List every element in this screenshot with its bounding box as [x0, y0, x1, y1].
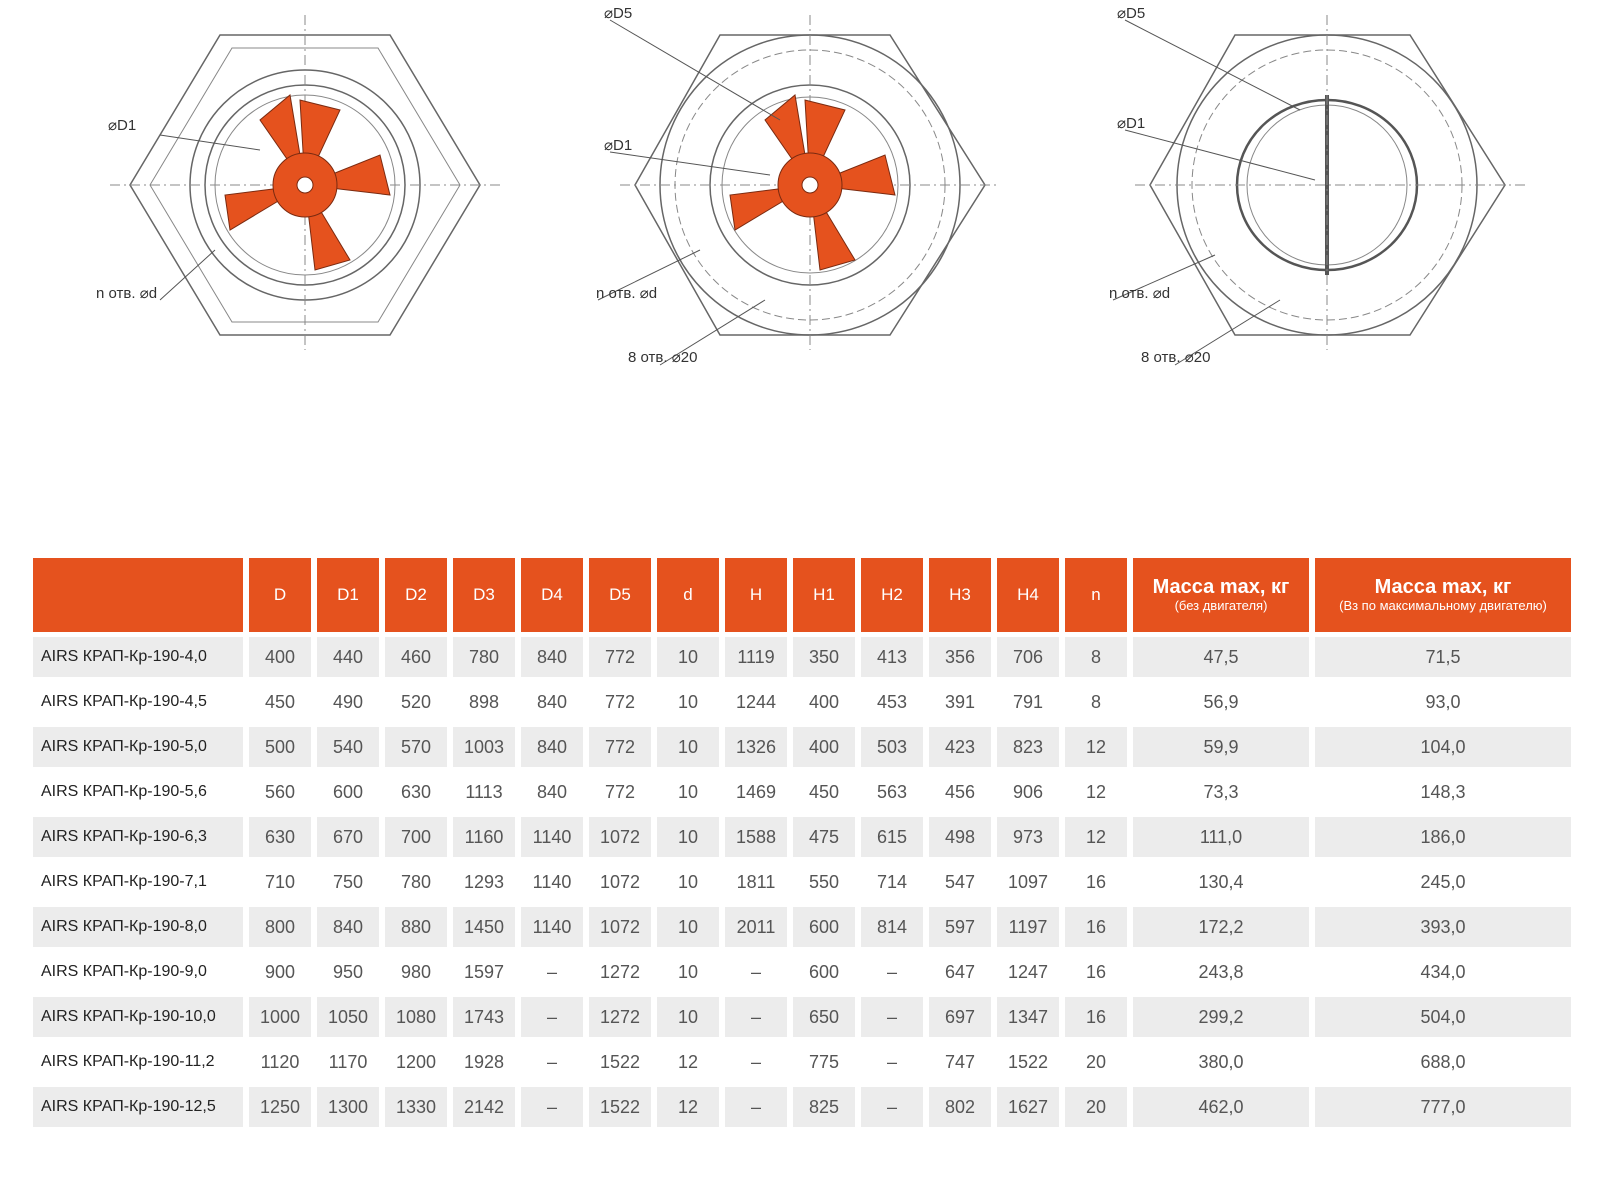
- value-cell: 475: [793, 817, 855, 857]
- col-header: D1: [317, 558, 379, 632]
- value-cell: 490: [317, 682, 379, 722]
- label-d5: ⌀D5: [604, 5, 633, 22]
- value-cell: 630: [385, 772, 447, 812]
- value-cell: 12: [1065, 817, 1127, 857]
- value-cell: 453: [861, 682, 923, 722]
- col-header: H1: [793, 558, 855, 632]
- value-cell: 1050: [317, 997, 379, 1037]
- mass-no-motor-cell: 111,0: [1133, 817, 1309, 857]
- value-cell: 1170: [317, 1042, 379, 1082]
- value-cell: 1200: [385, 1042, 447, 1082]
- value-cell: 10: [657, 952, 719, 992]
- col-header: H4: [997, 558, 1059, 632]
- value-cell: 1330: [385, 1087, 447, 1127]
- value-cell: 450: [793, 772, 855, 812]
- col-header: H3: [929, 558, 991, 632]
- value-cell: 8: [1065, 682, 1127, 722]
- value-cell: 1072: [589, 907, 651, 947]
- mass-max-motor-cell: 393,0: [1315, 907, 1571, 947]
- value-cell: 450: [249, 682, 311, 722]
- value-cell: 1250: [249, 1087, 311, 1127]
- value-cell: 400: [793, 727, 855, 767]
- label-d5: ⌀D5: [1117, 5, 1146, 22]
- value-cell: 10: [657, 772, 719, 812]
- mass-no-motor-cell: 462,0: [1133, 1087, 1309, 1127]
- value-cell: 647: [929, 952, 991, 992]
- value-cell: 1120: [249, 1042, 311, 1082]
- model-cell: AIRS КРАП-Кр-190-9,0: [33, 952, 243, 992]
- dimensions-table: [27, 553, 1577, 1132]
- value-cell: 560: [249, 772, 311, 812]
- flange-damper-svg: [1065, 0, 1585, 400]
- value-cell: 1080: [385, 997, 447, 1037]
- model-cell: AIRS КРАП-Кр-190-4,5: [33, 682, 243, 722]
- value-cell: 772: [589, 682, 651, 722]
- model-cell: AIRS КРАП-Кр-190-5,6: [33, 772, 243, 812]
- value-cell: 900: [249, 952, 311, 992]
- value-cell: 10: [657, 907, 719, 947]
- value-cell: 10: [657, 817, 719, 857]
- col-header: D3: [453, 558, 515, 632]
- value-cell: 1326: [725, 727, 787, 767]
- value-cell: 802: [929, 1087, 991, 1127]
- label-holes-8: 8 отв. ⌀20: [628, 349, 698, 366]
- technical-drawings: [0, 0, 1617, 400]
- value-cell: 498: [929, 817, 991, 857]
- dimensions-table-wrapper: [33, 553, 1588, 1132]
- value-cell: 440: [317, 637, 379, 677]
- col-header: D4: [521, 558, 583, 632]
- value-cell: 825: [793, 1087, 855, 1127]
- value-cell: 16: [1065, 952, 1127, 992]
- mass-max-motor-title: Масса max, кг: [1374, 576, 1512, 599]
- value-cell: 460: [385, 637, 447, 677]
- model-cell: AIRS КРАП-Кр-190-11,2: [33, 1042, 243, 1082]
- value-cell: 563: [861, 772, 923, 812]
- value-cell: 700: [385, 817, 447, 857]
- value-cell: 791: [997, 682, 1059, 722]
- value-cell: 400: [793, 682, 855, 722]
- table-row: [33, 1087, 1571, 1127]
- value-cell: 16: [1065, 907, 1127, 947]
- value-cell: 1072: [589, 817, 651, 857]
- mass-no-motor-subtitle: (без двигателя): [1174, 598, 1268, 614]
- value-cell: 413: [861, 637, 923, 677]
- value-cell: 12: [657, 1042, 719, 1082]
- value-cell: 1347: [997, 997, 1059, 1037]
- mass-max-motor-cell: 777,0: [1315, 1087, 1571, 1127]
- table-row: [33, 862, 1571, 902]
- value-cell: 500: [249, 727, 311, 767]
- mass-max-motor-cell: 148,3: [1315, 772, 1571, 812]
- value-cell: 650: [793, 997, 855, 1037]
- mass-no-motor-cell: 47,5: [1133, 637, 1309, 677]
- value-cell: –: [725, 952, 787, 992]
- value-cell: 600: [317, 772, 379, 812]
- value-cell: 16: [1065, 862, 1127, 902]
- value-cell: 10: [657, 637, 719, 677]
- value-cell: 503: [861, 727, 923, 767]
- mass-no-motor-cell: 380,0: [1133, 1042, 1309, 1082]
- mass-no-motor-title: Масса max, кг: [1152, 576, 1290, 599]
- value-cell: 1247: [997, 952, 1059, 992]
- value-cell: 1197: [997, 907, 1059, 947]
- fan-front-svg: [50, 0, 570, 400]
- value-cell: 350: [793, 637, 855, 677]
- value-cell: 456: [929, 772, 991, 812]
- value-cell: 1003: [453, 727, 515, 767]
- model-cell: AIRS КРАП-Кр-190-12,5: [33, 1087, 243, 1127]
- value-cell: 10: [657, 682, 719, 722]
- table-header-row: [33, 558, 1571, 632]
- col-header: d: [657, 558, 719, 632]
- label-d1: ⌀D1: [1117, 115, 1146, 132]
- value-cell: –: [861, 1087, 923, 1127]
- drawing-fan-flange: [550, 0, 1070, 400]
- value-cell: –: [861, 1042, 923, 1082]
- model-cell: AIRS КРАП-Кр-190-8,0: [33, 907, 243, 947]
- value-cell: 597: [929, 907, 991, 947]
- value-cell: 823: [997, 727, 1059, 767]
- value-cell: 1140: [521, 862, 583, 902]
- label-holes: n отв. ⌀d: [1109, 285, 1171, 302]
- value-cell: 600: [793, 952, 855, 992]
- model-column-header: [33, 558, 243, 632]
- mass-no-motor-cell: 299,2: [1133, 997, 1309, 1037]
- value-cell: 906: [997, 772, 1059, 812]
- value-cell: 880: [385, 907, 447, 947]
- value-cell: 16: [1065, 997, 1127, 1037]
- value-cell: 775: [793, 1042, 855, 1082]
- value-cell: –: [521, 997, 583, 1037]
- value-cell: 615: [861, 817, 923, 857]
- value-cell: 814: [861, 907, 923, 947]
- value-cell: 1072: [589, 862, 651, 902]
- value-cell: 356: [929, 637, 991, 677]
- value-cell: 772: [589, 727, 651, 767]
- value-cell: 898: [453, 682, 515, 722]
- value-cell: 550: [793, 862, 855, 902]
- mass-no-motor-cell: 56,9: [1133, 682, 1309, 722]
- value-cell: 973: [997, 817, 1059, 857]
- value-cell: 1522: [997, 1042, 1059, 1082]
- value-cell: 20: [1065, 1042, 1127, 1082]
- col-header: H: [725, 558, 787, 632]
- mass-max-motor-header: [1315, 558, 1571, 632]
- value-cell: 10: [657, 862, 719, 902]
- model-cell: AIRS КРАП-Кр-190-7,1: [33, 862, 243, 902]
- value-cell: 1244: [725, 682, 787, 722]
- value-cell: 400: [249, 637, 311, 677]
- model-cell: AIRS КРАП-Кр-190-10,0: [33, 997, 243, 1037]
- label-holes: n отв. ⌀d: [96, 285, 158, 302]
- value-cell: –: [725, 997, 787, 1037]
- value-cell: 950: [317, 952, 379, 992]
- col-header: n: [1065, 558, 1127, 632]
- value-cell: 800: [249, 907, 311, 947]
- value-cell: 1588: [725, 817, 787, 857]
- value-cell: 12: [1065, 727, 1127, 767]
- value-cell: 1450: [453, 907, 515, 947]
- drawing-fan-front: [50, 0, 570, 400]
- label-d1: ⌀D1: [108, 117, 137, 134]
- value-cell: 600: [793, 907, 855, 947]
- value-cell: 1522: [589, 1087, 651, 1127]
- table-row: [33, 817, 1571, 857]
- value-cell: 772: [589, 772, 651, 812]
- label-d1: ⌀D1: [604, 137, 633, 154]
- value-cell: –: [861, 952, 923, 992]
- value-cell: 1097: [997, 862, 1059, 902]
- col-header: H2: [861, 558, 923, 632]
- value-cell: 1272: [589, 952, 651, 992]
- mass-no-motor-cell: 130,4: [1133, 862, 1309, 902]
- value-cell: 1469: [725, 772, 787, 812]
- value-cell: 547: [929, 862, 991, 902]
- value-cell: 772: [589, 637, 651, 677]
- fan-flange-svg: [550, 0, 1070, 400]
- model-cell: AIRS КРАП-Кр-190-4,0: [33, 637, 243, 677]
- value-cell: 20: [1065, 1087, 1127, 1127]
- value-cell: 12: [657, 1087, 719, 1127]
- value-cell: 1597: [453, 952, 515, 992]
- value-cell: –: [521, 1087, 583, 1127]
- value-cell: 710: [249, 862, 311, 902]
- table-body: [33, 637, 1571, 1127]
- table-row: [33, 637, 1571, 677]
- mass-no-motor-cell: 243,8: [1133, 952, 1309, 992]
- value-cell: 1119: [725, 637, 787, 677]
- mass-max-motor-cell: 186,0: [1315, 817, 1571, 857]
- col-header: D: [249, 558, 311, 632]
- value-cell: 12: [1065, 772, 1127, 812]
- value-cell: 1140: [521, 817, 583, 857]
- mass-max-motor-subtitle: (Вз по максимальному двигателю): [1339, 598, 1547, 614]
- mass-max-motor-cell: 71,5: [1315, 637, 1571, 677]
- value-cell: 540: [317, 727, 379, 767]
- value-cell: –: [725, 1087, 787, 1127]
- value-cell: 1113: [453, 772, 515, 812]
- value-cell: 780: [385, 862, 447, 902]
- value-cell: 840: [317, 907, 379, 947]
- col-header: D5: [589, 558, 651, 632]
- model-cell: AIRS КРАП-Кр-190-6,3: [33, 817, 243, 857]
- value-cell: 423: [929, 727, 991, 767]
- value-cell: 840: [521, 772, 583, 812]
- table-row: [33, 997, 1571, 1037]
- value-cell: 706: [997, 637, 1059, 677]
- mass-max-motor-cell: 104,0: [1315, 727, 1571, 767]
- col-header: D2: [385, 558, 447, 632]
- value-cell: 1522: [589, 1042, 651, 1082]
- model-cell: AIRS КРАП-Кр-190-5,0: [33, 727, 243, 767]
- mass-no-motor-cell: 59,9: [1133, 727, 1309, 767]
- value-cell: 1928: [453, 1042, 515, 1082]
- mass-max-motor-cell: 93,0: [1315, 682, 1571, 722]
- value-cell: –: [521, 952, 583, 992]
- value-cell: 840: [521, 727, 583, 767]
- value-cell: 520: [385, 682, 447, 722]
- value-cell: 840: [521, 682, 583, 722]
- value-cell: 1743: [453, 997, 515, 1037]
- value-cell: 8: [1065, 637, 1127, 677]
- value-cell: –: [725, 1042, 787, 1082]
- value-cell: 1300: [317, 1087, 379, 1127]
- value-cell: 1293: [453, 862, 515, 902]
- value-cell: 980: [385, 952, 447, 992]
- value-cell: 630: [249, 817, 311, 857]
- value-cell: 840: [521, 637, 583, 677]
- value-cell: 391: [929, 682, 991, 722]
- label-holes: n отв. ⌀d: [596, 285, 658, 302]
- value-cell: 1811: [725, 862, 787, 902]
- value-cell: 714: [861, 862, 923, 902]
- table-row: [33, 952, 1571, 992]
- value-cell: 10: [657, 997, 719, 1037]
- value-cell: 10: [657, 727, 719, 767]
- table-row: [33, 907, 1571, 947]
- value-cell: 670: [317, 817, 379, 857]
- value-cell: 1627: [997, 1087, 1059, 1127]
- value-cell: 2142: [453, 1087, 515, 1127]
- value-cell: 1000: [249, 997, 311, 1037]
- table-row: [33, 772, 1571, 812]
- value-cell: 1140: [521, 907, 583, 947]
- value-cell: 1160: [453, 817, 515, 857]
- mass-max-motor-cell: 245,0: [1315, 862, 1571, 902]
- table-row: [33, 682, 1571, 722]
- label-holes-8: 8 отв. ⌀20: [1141, 349, 1211, 366]
- mass-no-motor-header: [1133, 558, 1309, 632]
- value-cell: 780: [453, 637, 515, 677]
- table-row: [33, 1042, 1571, 1082]
- mass-no-motor-cell: 172,2: [1133, 907, 1309, 947]
- value-cell: 750: [317, 862, 379, 902]
- mass-no-motor-cell: 73,3: [1133, 772, 1309, 812]
- mass-max-motor-cell: 504,0: [1315, 997, 1571, 1037]
- value-cell: 570: [385, 727, 447, 767]
- table-row: [33, 727, 1571, 767]
- value-cell: –: [521, 1042, 583, 1082]
- value-cell: 697: [929, 997, 991, 1037]
- mass-max-motor-cell: 688,0: [1315, 1042, 1571, 1082]
- value-cell: 747: [929, 1042, 991, 1082]
- value-cell: 1272: [589, 997, 651, 1037]
- drawing-flange-damper: [1065, 0, 1585, 400]
- value-cell: 2011: [725, 907, 787, 947]
- mass-max-motor-cell: 434,0: [1315, 952, 1571, 992]
- value-cell: –: [861, 997, 923, 1037]
